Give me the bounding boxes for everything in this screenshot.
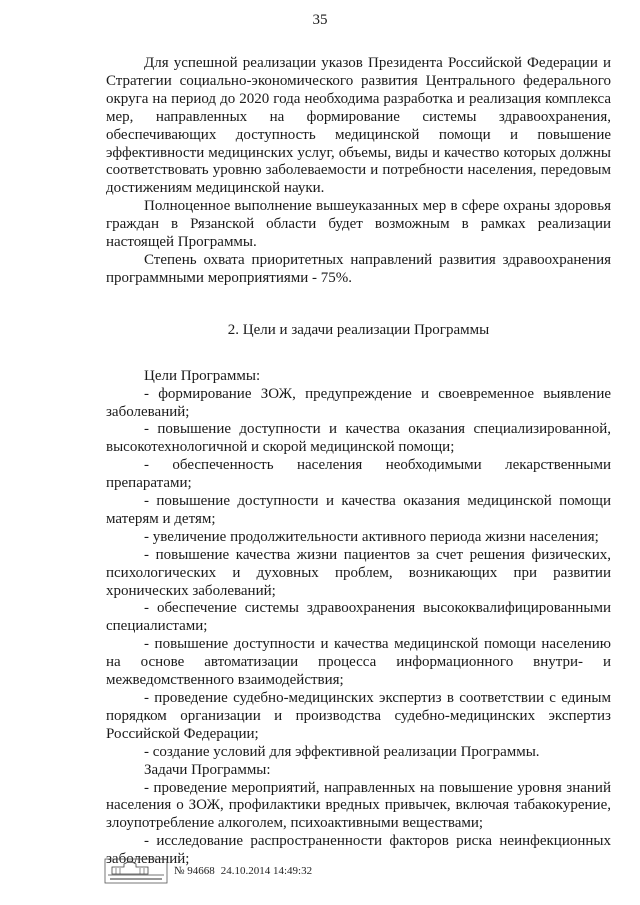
- goal-item: - повышение качества жизни пациентов за счет решения физических, психологических и духовных проблем, возникающих при развитии хронических заболеваний;: [106, 546, 611, 599]
- goals-label: Цели Программы:: [144, 367, 261, 384]
- goal-item: - повышение доступности и качества медицинской помощи населению на основе автоматизации процесса информационного внутри- и межведомственного взаимодействия;: [106, 636, 611, 689]
- page-body: [106, 55, 611, 869]
- section-heading: 2. Цели и задачи реализации Программы: [227, 321, 490, 338]
- document-footer: [104, 858, 312, 884]
- document-timestamp: 24.10.2014 14:49:32: [220, 865, 313, 877]
- task-item: - проведение мероприятий, направленных на повышение уровня знаний населения о ЗОЖ, профилактики вредных привычек, включая табакокурение, злоупотребление алкоголем, психоактивными веществами;: [106, 779, 611, 832]
- document-number: № 94668: [174, 865, 215, 877]
- goal-item: - повышение доступности и качества оказания специализированной, высокотехнологичной и скорой медицинской помощи;: [106, 421, 611, 456]
- paragraph-intro-2: Полноценное выполнение вышеуказанных мер в сфере охраны здоровья граждан в Рязанской области будет возможным в рамках реализации настоящей Программы.: [106, 198, 611, 251]
- page-number: 35: [312, 12, 328, 28]
- goal-item: - формирование ЗОЖ, предупреждение и своевременное выявление заболеваний;: [106, 385, 611, 420]
- tasks-label: Задачи Программы:: [144, 761, 271, 778]
- goal-item: - увеличение продолжительности активного периода жизни населения;: [144, 528, 599, 545]
- goal-item: - создание условий для эффективной реализации Программы.: [144, 743, 540, 760]
- goal-item: - обеспечение системы здравоохранения высококвалифицированными специалистами;: [106, 600, 611, 635]
- building-stamp-icon: [104, 858, 168, 884]
- paragraph-intro-1: Для успешной реализации указов Президента Российской Федерации и Стратегии социально-экономического развития Центрального федерального округа на период до 2020 года необходима разработка и реализация комплекса мер, направленных на формирование системы здравоохранения, обеспечивающих доступность медицинской помощи и повышение эффективности медицинских услуг, объемы, виды и качество которых должны соответствовать уровню заболеваемости и потребности населения, передовым достижениям медицинской науки.: [106, 55, 611, 197]
- paragraph-intro-3: Степень охвата приоритетных направлений развития здравоохранения программными мероприятиями - 75%.: [106, 251, 611, 286]
- goal-item: - проведение судебно-медицинских экспертиз в соответствии с единым порядком организации и производства судебно-медицинских экспертиз Российской Федерации;: [106, 690, 611, 742]
- goal-item: - обеспеченность населения необходимыми лекарственными препаратами;: [106, 457, 611, 492]
- task-item: - исследование распространенности факторов риска неинфекционных заболеваний;: [106, 833, 611, 868]
- goal-item: - повышение доступности и качества оказания медицинской помощи матерям и детям;: [106, 493, 611, 527]
